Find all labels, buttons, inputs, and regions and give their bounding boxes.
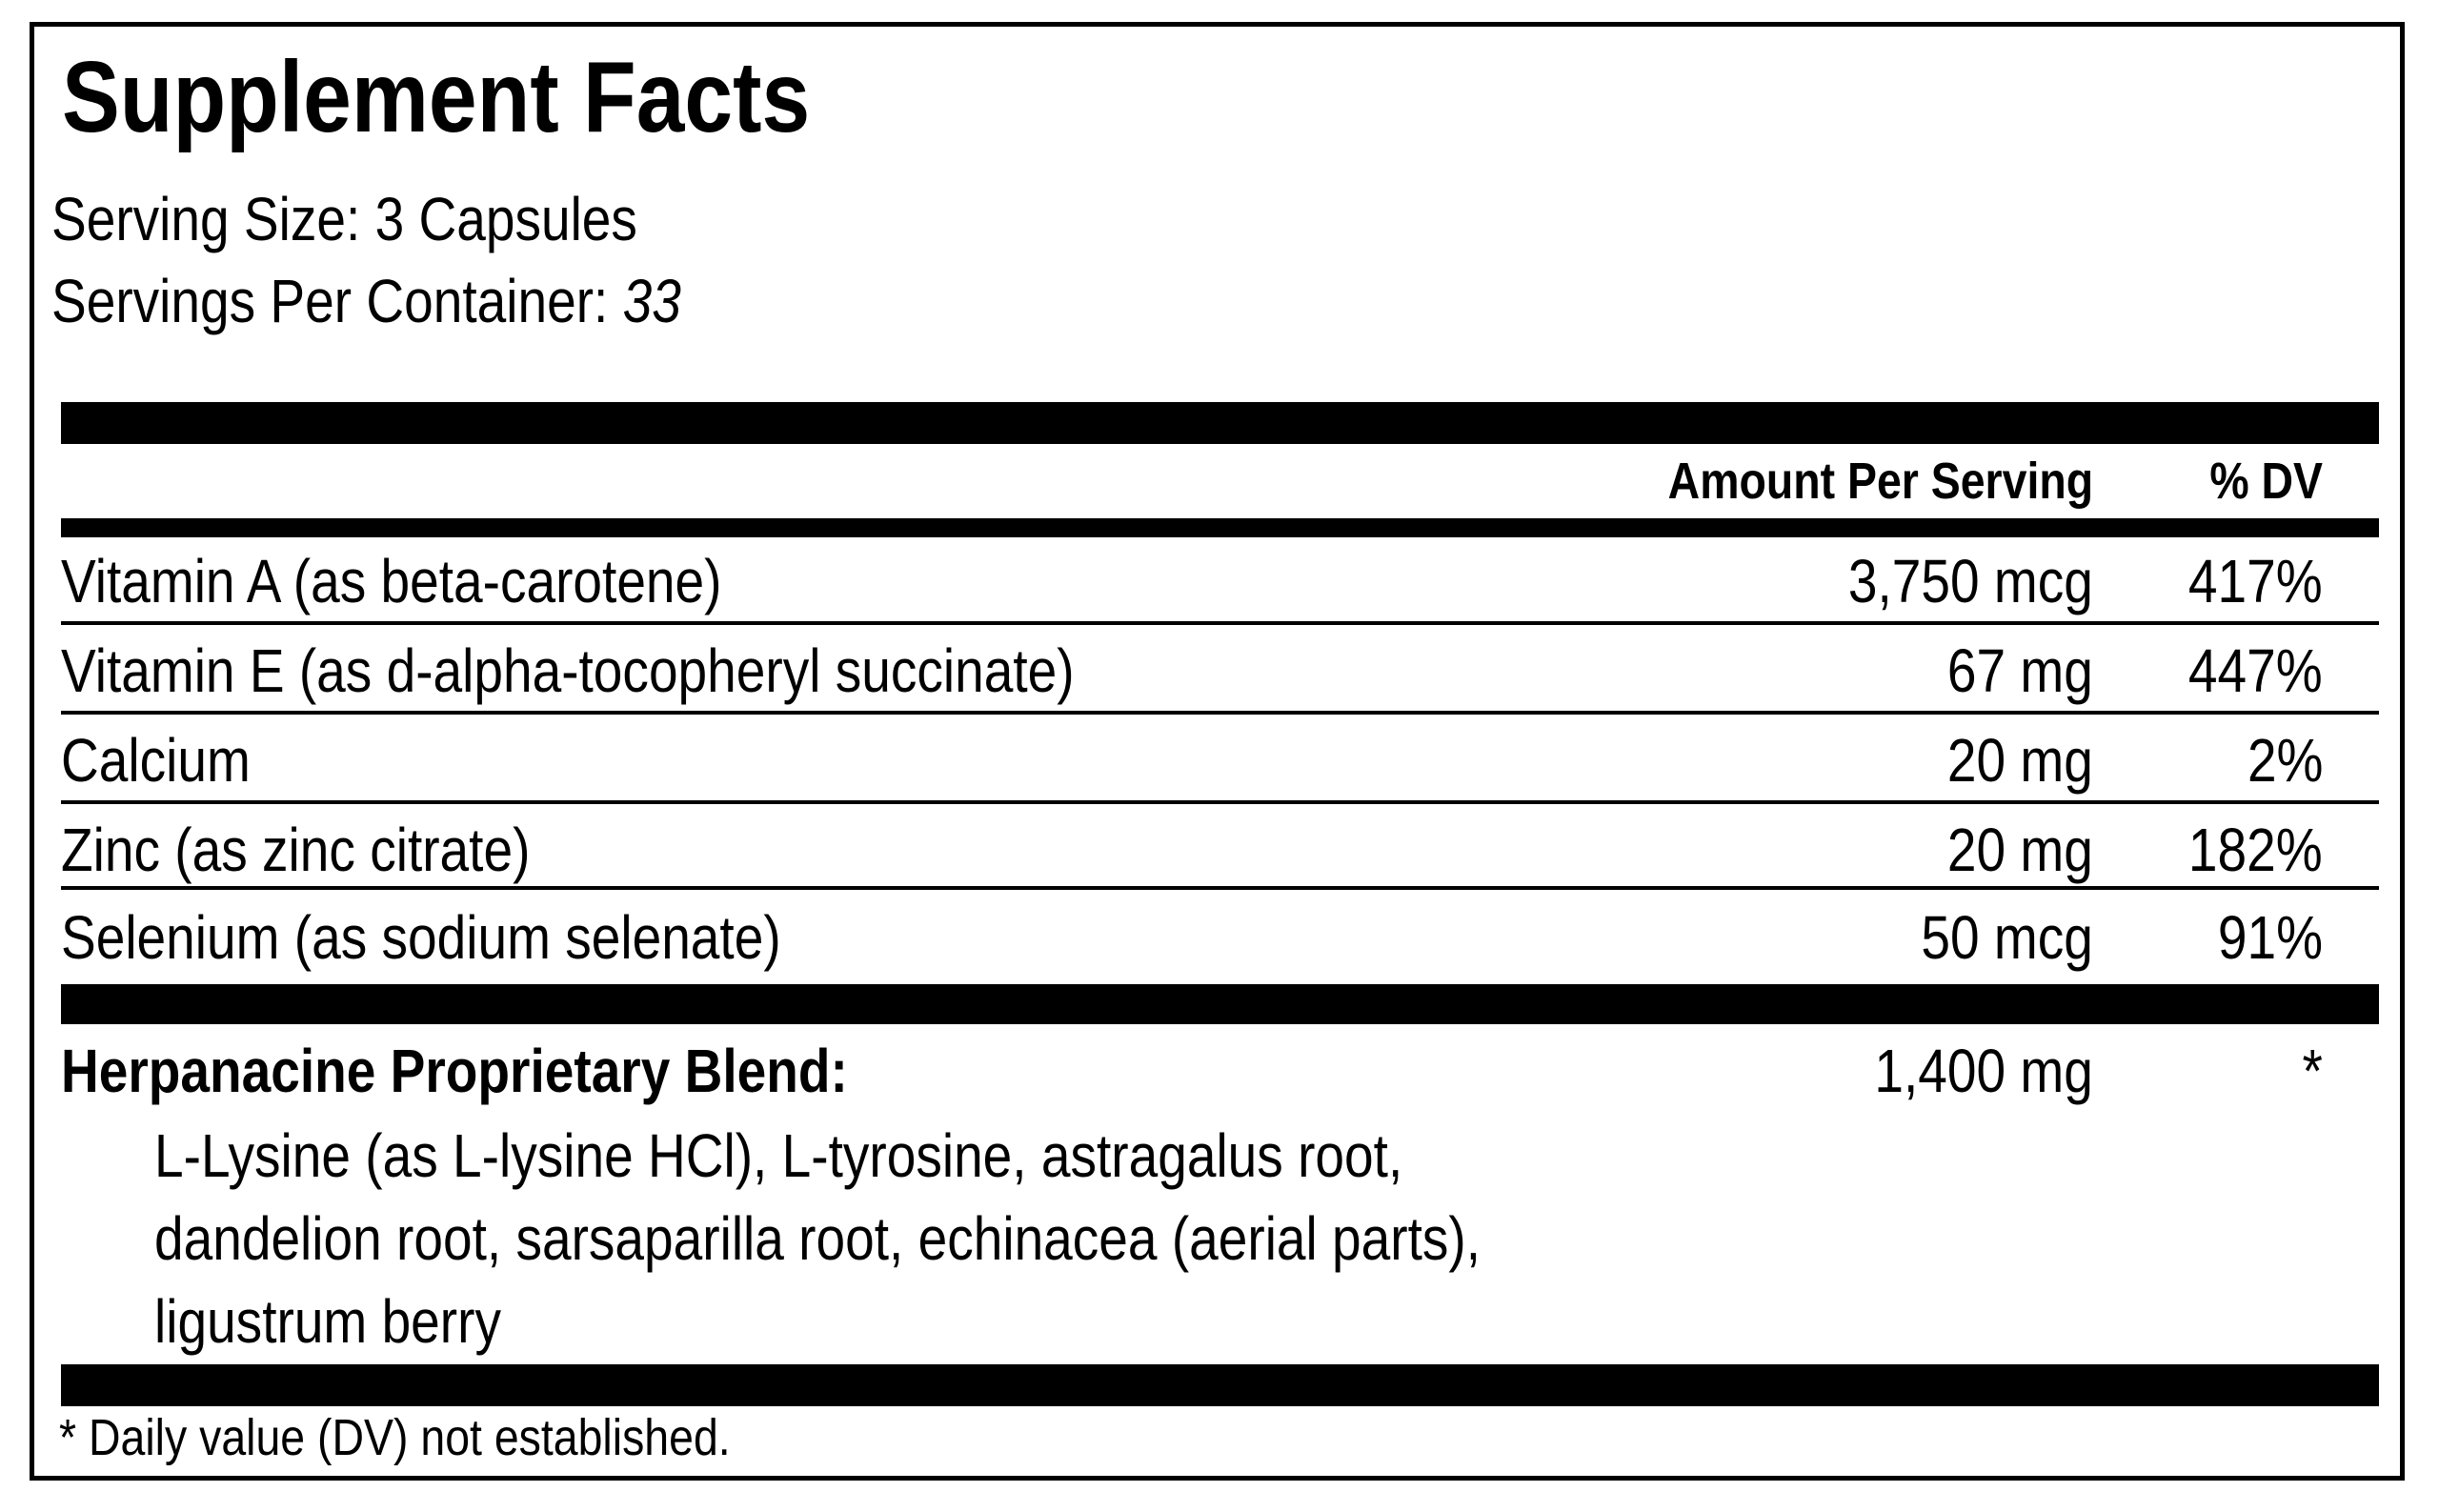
footnote: * Daily value (DV) not established. [59,1409,731,1466]
servings-per-container-value: 33 [622,267,681,335]
panel-title: Supplement Facts [62,41,811,153]
nutrient-dv: 447% [2188,636,2323,705]
row-divider [61,800,2379,804]
row-divider [61,886,2379,890]
thick-divider-top [61,402,2379,444]
blend-ingredients-line: dandelion root, sarsaparilla root, echinacea (aerial parts), [154,1204,1482,1273]
row-divider [61,711,2379,715]
thick-divider-blend [61,984,2379,1024]
medium-divider [61,518,2379,537]
nutrient-dv: 91% [2217,903,2323,972]
nutrient-amount: 3,750 mcg [1847,547,2093,615]
blend-amount: 1,400 mg [1874,1037,2093,1105]
row-divider [61,621,2379,625]
nutrient-amount: 20 mg [1947,816,2093,884]
nutrient-name: Calcium [61,726,251,795]
thick-divider-bottom [61,1364,2379,1406]
nutrient-name: Zinc (as zinc citrate) [61,816,531,884]
column-header-amount: Amount Per Serving [1667,453,2093,510]
nutrient-amount: 50 mcg [1921,903,2093,972]
blend-dv: * [2302,1037,2323,1105]
nutrient-dv: 2% [2247,726,2323,795]
serving-size: Serving Size: 3 Capsules [51,185,637,253]
nutrient-name: Vitamin A (as beta-carotene) [61,547,722,615]
nutrient-amount: 67 mg [1947,636,2093,705]
nutrient-dv: 182% [2188,816,2323,884]
nutrient-amount: 20 mg [1947,726,2093,795]
blend-name: Herpanacine Proprietary Blend: [61,1037,848,1105]
servings-per-container [51,263,681,339]
blend-ingredients-line: L-Lysine (as L-lysine HCl), L-tyrosine, astragalus root, [154,1121,1403,1190]
nutrient-name: Selenium (as sodium selenate) [61,903,781,972]
blend-ingredients-line: ligustrum berry [154,1287,501,1356]
nutrient-dv: 417% [2188,547,2323,615]
nutrient-name: Vitamin E (as d-alpha-tocopheryl succinate) [61,636,1075,705]
column-header-dv: % DV [2209,453,2323,510]
servings-per-container-label: Servings Per Container: [51,267,609,335]
